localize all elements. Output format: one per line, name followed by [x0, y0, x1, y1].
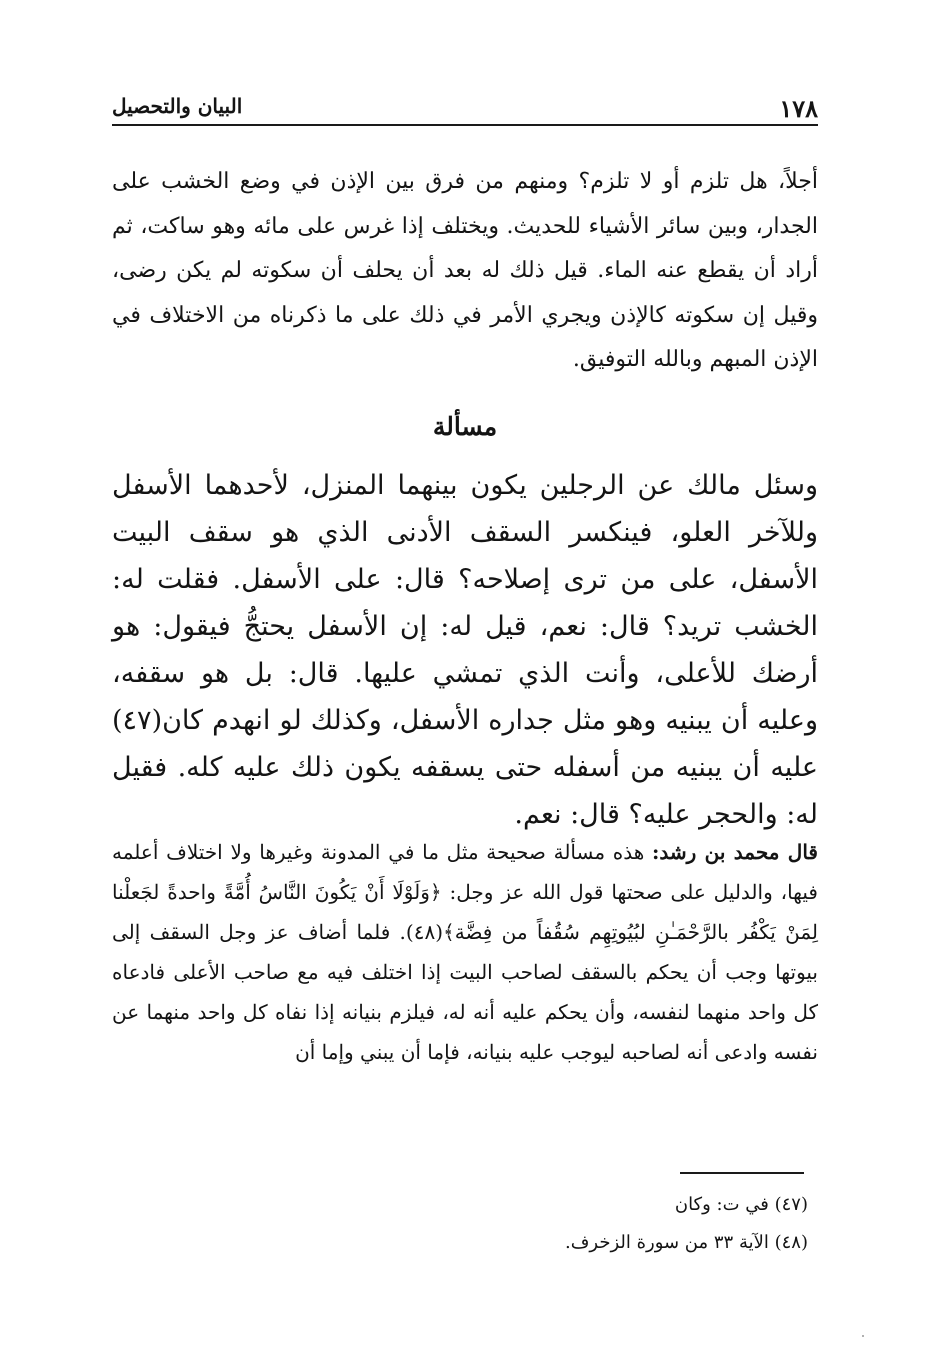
footnote-48: (٤٨) الآية ٣٣ من سورة الزخرف.: [565, 1232, 808, 1253]
footnote-47: (٤٧) في ت: وكان: [674, 1194, 808, 1215]
page-header: [112, 88, 818, 126]
footnote-divider: [680, 1172, 804, 1174]
paragraph-3: [112, 832, 818, 1072]
paragraph-3-text: هذه مسألة صحيحة مثل ما في المدونة وغيرها ولا اختلاف أعلمه فيها، والدليل على صحتها قول الله عز وجل: ﴿وَلَوْلَا أَنْ يَكُونَ النَّاسُ أُمَّةً واحدةً لجَعلْنا لِمَنْ يَكْفُر بالرَّحْمَـٰنِ لبُيُوتِهِم سُقُفاً من فِضَّة﴾(٤٨). فلما أضاف عز وجل السقف إلى بيوتها وجب أن يحكم بالسقف لصاحب البيت إذا اختلف فيه مع صاحب الأعلى فادعاه كل واحد منهما لنفسه، وأن يحكم عليه أنه له، فيلزم بنيانه إذا نفاه كل واحد منهما عن نفسه وادعى أنه لصاحبه ليوجب عليه بنيانه، فإما أن يبني وإما أن: [112, 840, 818, 1064]
paragraph-1: أجلاً، هل تلزم أو لا تلزم؟ ومنهم من فرق بين الإذن في وضع الخشب على الجدار، وبين سائر الأشياء للحديث. ويختلف إذا غرس على مائه وهو ساكت، ثم أراد أن يقطع عنه الماء. قيل ذلك له بعد أن يحلف أن سكوته لم يكن رضى، وقيل إن سكوته كالإذن ويجري الأمر في ذلك على ما ذكرناه من الاختلاف في الإذن المبهم وبالله التوفيق.: [112, 169, 818, 372]
page-number: ١٧٨: [779, 94, 818, 123]
running-title: البيان والتحصيل: [112, 94, 243, 118]
paragraph-2: وسئل مالك عن الرجلين يكون بينهما المنزل، لأحدهما الأسفل وللآخر العلو، فينكسر السقف الأدنى الذي هو سقف البيت الأسفل، على من ترى إصلاحه؟ قال: على الأسفل. فقلت له: الخشب تريد؟ قال: نعم، قيل له: إن الأسفل يحتجُّ فيقول: هو أرضك للأعلى، وأنت الذي تمشي عليها. قال: بل هو سقفه، وعليه أن يبنيه وهو مثل جداره الأسفل، وكذلك لو انهدم كان(٤٧) عليه أن يبنيه من أسفله حتى يسقفه يكون ذلك عليه كله. فقيل له: والحجر عليه؟ قال: نعم.: [112, 470, 818, 830]
section-heading: مسألة: [432, 412, 498, 441]
scan-speck: [862, 1335, 864, 1337]
speaker-name: قال محمد بن رشد:: [652, 840, 818, 864]
